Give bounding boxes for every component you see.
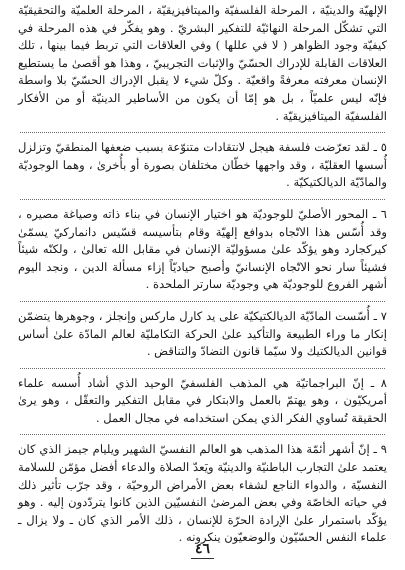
dotted-separator [20, 132, 385, 133]
paragraph-note-9: ٩ ـ إنّ أشهر أئمّة هذا المذهب هو العالم النفسيّ الشهير ويليام جيمز الذي كان يعتمد علىٰ التجارب الباطنيّة والدينيّة ويَعدّ الصلاة والدعاء أفضل مؤمّن للسلامة النفسيّة ، والدواء الناجع لشفاء بعض الأمراض الروحيّة ، وقد جرّب تأثير ذلك في حياته الخاصّة وفي بعض المرضىٰ النفسيّين الذين كانوا يتردّدون إليه . وهو يؤكّد باستمرار علىٰ الإرادة الحرّة للإنسان ، ذلك الأمر الذي كان ـ ولا يزال ـ علماء النفس الحسّيّون والوضعيّون ينكرونه . [18, 442, 387, 545]
paragraph-note-6: ٦ ـ المحور الأصليّ للوجوديّة هو اختيار الإنسان في بناء ذاته وصياغة مصيره ، وقد أُسّس هذا الاتّجاه بدوافع إلهيّة وقام بتأسيسه قسّيس دانماركيّ يسمّىٰ كيركجارد وهو يؤكّد علىٰ مسؤوليّة الإنسان في مقابل الله تعالىٰ ، ولكنّه شيئاً فشيئاً سار نحو الاتّجاه الإنسانيّ وأصبح حياديّاً إزاء مسألة الدين ، ونجد اليوم أشهر الفروع للوجوديّة هي وجوديّة سارتر الملحدة . [18, 206, 387, 292]
dotted-separator [20, 199, 385, 200]
paragraph-note-8: ٨ ـ إنّ البراجماتيّة هي المذهب الفلسفيّ الوحيد الذي أشاد أُسسه علماء أمريكيّون ، وهو يهتمّ بالعمل والابتكار في مقابل التفكير والتعقّل ، وهو يرىٰ الحقيقة تُساوي الفكر الذي يمكن استخدامه في مجال العمل . [18, 375, 387, 425]
page-number: ٤٦ [191, 541, 214, 559]
paragraph-note-7: ٧ ـ أُسّست المادّيّة الديالكتيكيّة على يد كارل ماركس وإنجلز ، وجوهرها يتضمّن إنكار ما وراء الطبيعة والتأكيد علىٰ الحركة التكامليّة لعالم المادّة علىٰ أساس قوانين الديالكتيك ولا سيّما قانون التضادّ والتناقض . [18, 308, 387, 359]
page-footer [0, 538, 405, 559]
paragraph-intro: الإلهيّة والدينيّة ، المرحلة الفلسفيّة والميتافيزيقيّة ، المرحلة العلميّة والتحقيقيّة التي تشكّل المرحلة النهائيّة للتفكير البشريّ . وهو يفكّر في هذه المرحلة في كيفيّة وجود الظواهر ( لا في عللها ) وفي العلاقات التي تربط فيما بينها ، تلك العلاقات القابلة للإدراك الحسّيّ والإثبات التجريبيّ ، وهذا هو أقصىٰ ما يستطيع الإنسان معرفته معرفةً واقعيّة . وكلّ شيء لا يقبل الإدراك الحسّيّ بلا واسطة فإنّه ليس علميّاً ، بل هو إمّا أن يكون من الأساطير الدينيّة أو من الأفكار الفلسفيّة الميتافيزيقيّة . [18, 3, 387, 123]
paragraph-note-5: ٥ ـ لقد تعرّضت فلسفة هيجل لانتقادات متنوّعة بسبب ضعفها المنطقيّ وتزلزل أُسسها العقليّة ، وقد واجهها خطّان مختلفان بصورة أو بأُخرىٰ ، وهما الوجوديّة والمادّيّة الديالكتيكيّة . [18, 140, 387, 190]
dotted-separator [20, 434, 385, 435]
dotted-separator [20, 301, 385, 302]
dotted-separator [20, 368, 385, 369]
